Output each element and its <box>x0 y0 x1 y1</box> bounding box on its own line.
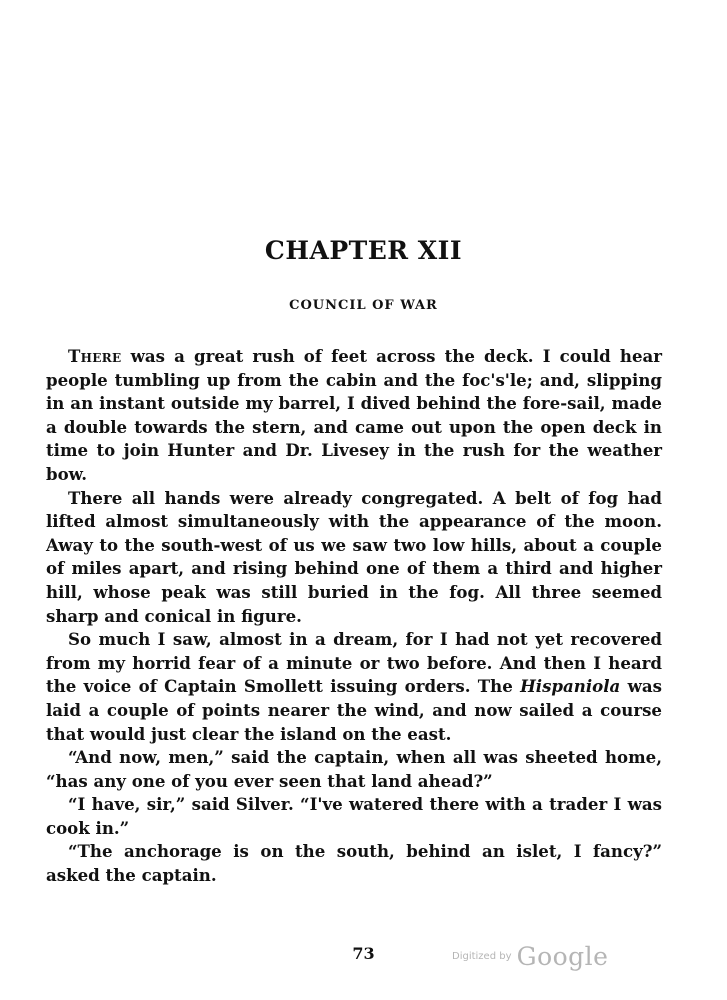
ship-name: Hispaniola <box>520 676 621 697</box>
paragraph-6: “The anchorage is on the south, behind an islet, I fancy?” asked the captain. <box>46 841 662 886</box>
paragraph-5: “I have, sir,” said Silver. “I've watered there with a trader I was cook in.” <box>46 794 662 838</box>
page-number: 73 <box>352 944 375 963</box>
chapter-body <box>46 345 662 888</box>
watermark-logo: Google <box>516 942 609 971</box>
watermark-prefix: Digitized by <box>452 951 512 962</box>
digitized-watermark <box>452 942 608 971</box>
paragraph-1 <box>46 345 662 487</box>
paragraph-text: was laid a couple of points nearer the wind, and now sailed a course that would just clear the island on the east. <box>46 676 662 744</box>
drop-lead-word: There <box>68 346 122 366</box>
chapter-title: CHAPTER XII <box>264 236 463 265</box>
paragraph-2: There all hands were already congregated. A belt of fog had lifted almost simultaneously with the appearance of the moon. Away to the south-west of us we saw two low hills, about a couple of miles apart, and rising behind one of them a third and higher hill, whose peak was still buried in the fog. All three seemed sharp and conical in figure. <box>46 487 662 626</box>
paragraph-text: was a great rush of feet across the deck. I could hear people tumbling up from the cabin and the foc's'le; and, slipping in an instant outside my barrel, I dived behind the fore-sail, made a double towards the stern, and came out upon the open deck in time to join Hunter and Dr. Livesey in the rush for the weather bow. <box>46 346 662 484</box>
paragraph-text: So much I saw, almost in a dream, for I had not yet recovered from my horrid fear of a minute or two before. And then I heard the voice of Captain Smollett issuing orders. The <box>46 629 662 697</box>
paragraph-3 <box>46 628 662 746</box>
chapter-subtitle: COUNCIL OF WAR <box>289 298 438 313</box>
paragraph-4: “And now, men,” said the captain, when all was sheeted home, “has any one of you ever seen that land ahead?” <box>46 747 662 791</box>
